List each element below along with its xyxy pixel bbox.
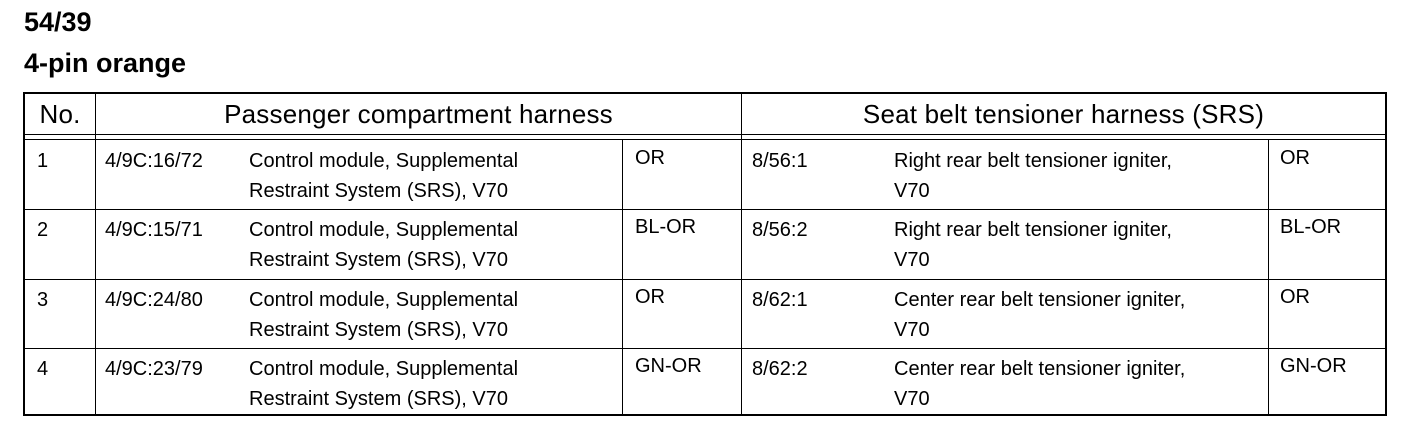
left-wire-color: BL-OR — [635, 216, 697, 238]
left-description-line2: Restraint System (SRS), V70 — [249, 319, 508, 341]
left-wire-color: GN-OR — [635, 355, 702, 377]
left-wire-color: OR — [635, 286, 665, 308]
right-wire-color: GN-OR — [1280, 355, 1347, 377]
table-row — [25, 280, 1385, 349]
right-pin: 8/56:2 — [752, 219, 808, 241]
connector-description: 4-pin orange — [24, 48, 187, 78]
left-description-line2: Restraint System (SRS), V70 — [249, 249, 508, 271]
wiring-table — [23, 92, 1387, 416]
right-description-line1: Right rear belt tensioner igniter, — [894, 150, 1172, 172]
left-pin: 4/9C:23/79 — [105, 358, 203, 380]
left-description-line2: Restraint System (SRS), V70 — [249, 180, 508, 202]
left-description-line1: Control module, Supplemental — [249, 289, 519, 311]
header-seat-belt-tensioner-harness: Seat belt tensioner harness (SRS) — [862, 98, 1265, 129]
row-number: 3 — [37, 289, 49, 311]
right-description-line1: Center rear belt tensioner igniter, — [894, 289, 1186, 311]
right-pin: 8/56:1 — [752, 150, 808, 172]
table-row — [25, 141, 1385, 210]
right-pin: 8/62:1 — [752, 289, 808, 311]
right-pin: 8/62:2 — [752, 358, 808, 380]
connector-id: 54/39 — [24, 7, 92, 37]
right-description-line2: V70 — [894, 249, 930, 271]
row-number: 4 — [37, 358, 49, 380]
left-description-line1: Control module, Supplemental — [249, 358, 519, 380]
left-description-line1: Control module, Supplemental — [249, 219, 519, 241]
right-description-line2: V70 — [894, 180, 930, 202]
header-no: No. — [39, 98, 81, 129]
row-number: 1 — [37, 150, 49, 172]
table-row — [25, 210, 1385, 279]
left-pin: 4/9C:16/72 — [105, 150, 203, 172]
right-description-line2: V70 — [894, 388, 930, 410]
left-pin: 4/9C:24/80 — [105, 289, 203, 311]
right-wire-color: OR — [1280, 286, 1310, 308]
header-separator — [25, 134, 1385, 140]
left-pin: 4/9C:15/71 — [105, 219, 203, 241]
left-wire-color: OR — [635, 147, 665, 169]
row-number: 2 — [37, 219, 49, 241]
table-row — [25, 349, 1385, 418]
header-passenger-compartment-harness: Passenger compartment harness — [224, 98, 613, 129]
right-description-line2: V70 — [894, 319, 930, 341]
left-description-line2: Restraint System (SRS), V70 — [249, 388, 508, 410]
right-wire-color: OR — [1280, 147, 1310, 169]
right-description-line1: Center rear belt tensioner igniter, — [894, 358, 1186, 380]
left-description-line1: Control module, Supplemental — [249, 150, 519, 172]
right-wire-color: BL-OR — [1280, 216, 1342, 238]
right-description-line1: Right rear belt tensioner igniter, — [894, 219, 1172, 241]
